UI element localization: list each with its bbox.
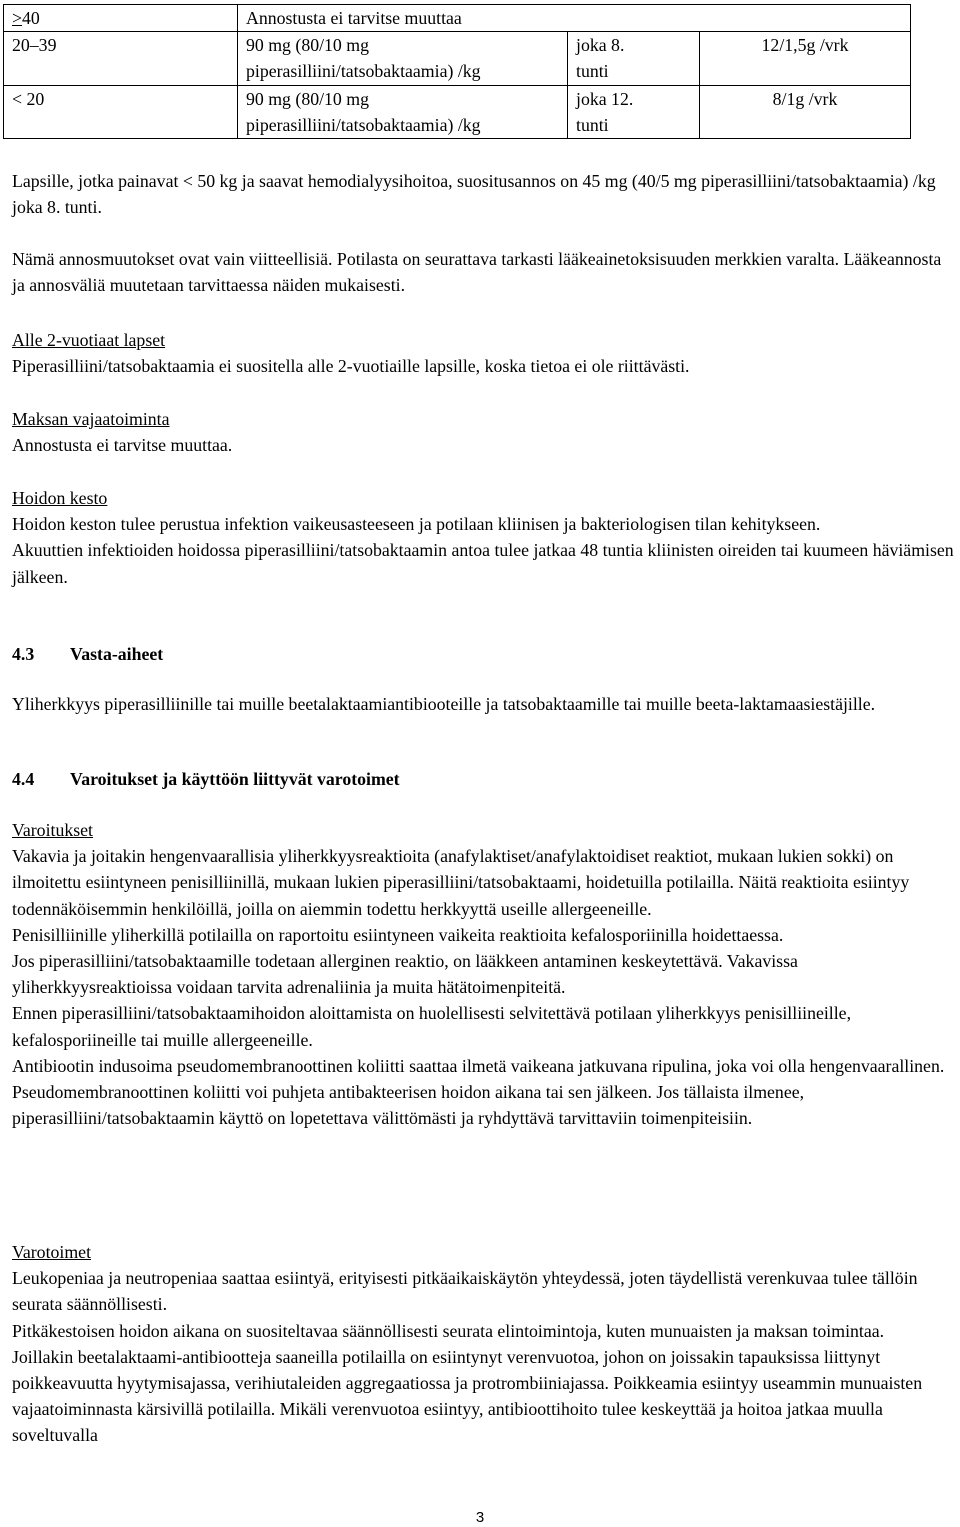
crcl-cell: >40 <box>4 5 238 32</box>
dose-cell: 90 mg (80/10 mg piperasilliini/tatsobaktaamia) /kg <box>238 85 568 138</box>
section-4-3-body: Yliherkkyys piperasilliinille tai muille beetalaktaamiantibiooteille ja tatsobaktaamille tai muille beeta-laktamaasiestäjille. <box>12 694 876 714</box>
section-title: Hoidon kesto <box>12 488 108 508</box>
dose-cell: Annostusta ei tarvitse muuttaa <box>238 5 911 32</box>
section-title: Maksan vajaatoiminta <box>12 409 170 429</box>
crcl-cell: < 20 <box>4 85 238 138</box>
table-row <box>4 85 911 138</box>
dose-cell: 90 mg (80/10 mg piperasilliini/tatsobaktaamia) /kg <box>238 32 568 85</box>
dosing-table <box>3 4 911 139</box>
table-row <box>4 5 911 32</box>
section-under-2: Alle 2-vuotiaat lapset Piperasilliini/tatsobaktaamia ei suositella alle 2-vuotiaille lapsille, koska tietoa ei ole riittävästi. <box>12 327 958 379</box>
section-liver: Maksan vajaatoiminta Annostusta ei tarvitse muuttaa. <box>12 406 958 458</box>
interval-cell: joka 8. tunti <box>568 32 700 85</box>
crcl-cell: 20–39 <box>4 32 238 85</box>
section-title: Varotoimet <box>12 1242 92 1262</box>
max-dose-cell: 8/1g /vrk <box>700 85 911 138</box>
section-heading: 4.4 Varoitukset ja käyttöön liittyvät varotoimet <box>12 769 400 789</box>
warnings-section: Varoitukset Vakavia ja joitakin hengenvaarallisia yliherkkyysreaktioita (anafylaktiset/anafylaktoidiset reaktiot, mukaan lukien sokki) on ilmoitettu esiintyneen penisilliinillä, mukaan lukien piperasilliini/tatsobaktaami, hoidetuilla potilailla. Näitä reaktioita esiintyy todennäköisemmin henkilöillä, joilla on aiemmin todettu herkkyyttä useille allergeeneille. Penisilliinille yliherkillä potilailla on raportoitu esiintyneen vaikeita reaktioita kefalosporiinilla hoidettaessa. Jos piperasilliini/tatsobaktaamille todetaan allerginen reaktio, on lääkkeen antaminen keskeytettävä. Vakavissa yliherkkyysreaktioissa voidaan tarvita adrenaliinia ja muita hätätoimenpiteitä. Ennen piperasilliini/tatsobaktaamihoidon aloittamista on huolellisesti selvitettävä potilaan yliherkkyys penisilliineille, kefalosporiineille tai muille allergeeneille. Antibiootin indusoima pseudomembranoottinen koliitti saattaa ilmetä vaikeana jatkuvana ripulina, joka voi olla hengenvaarallinen. Pseudomembranoottinen koliitti voi puhjeta antibakteerisen hoidon aikana tai sen jälkeen. Jos tällaista ilmenee, piperasilliini/tatsobaktaamin käyttö on lopetettava välittömästi ja ryhdyttävä tarvittaviin toimenpiteisiin. <box>12 817 958 1131</box>
section-title: Varoitukset <box>12 820 93 840</box>
section-4-3 <box>12 641 958 667</box>
interval-cell: joka 12. tunti <box>568 85 700 138</box>
hemodialysis-paragraph: Lapsille, jotka painavat < 50 kg ja saavat hemodialyysihoitoa, suositusannos on 45 mg (40/5 mg piperasilliini/tatsobaktaamia) /kg joka 8. tunti. <box>12 171 936 218</box>
page-number: 3 <box>475 1509 485 1526</box>
max-dose-cell: 12/1,5g /vrk <box>700 32 911 85</box>
guidance-paragraph: Nämä annosmuutokset ovat vain viitteellisiä. Potilasta on seurattava tarkasti lääkeainetoksisuuden merkkien varalta. Lääkeannosta ja annosväliä muutetaan tarvittaessa näiden mukaisesti. <box>12 249 942 296</box>
section-heading: 4.3 Vasta-aiheet <box>12 644 164 664</box>
table-row <box>4 32 911 85</box>
section-title: Alle 2-vuotiaat lapset <box>12 330 166 350</box>
precautions-section: Varotoimet Leukopeniaa ja neutropeniaa saattaa esiintyä, erityisesti pitkäaikaiskäytön yhteydessä, joten täydellistä verenkuvaa tulee tällöin seurata säännöllisesti. Pitkäkestoisen hoidon aikana on suositeltavaa säännöllisesti seurata elintoimintoja, kuten munuaisten ja maksan toimintaa. Joillakin beetalaktaami-antibiootteja saaneilla potilailla on esiintynyt verenvuotoa, johon on joissakin tapauksissa liittynyt poikkeavuutta hyytymisajassa, verihiutaleiden aggregaatiossa ja protrombiiniajassa. Poikkeamia esiintyy useammin munuaisten vajaatoiminnasta kärsivillä potilailla. Mikäli verenvuotoa esiintyy, antibioottihoito tulee keskeyttää ja hoitoa jatkaa muulla soveltuvalla <box>12 1239 958 1449</box>
section-duration: Hoidon kesto Hoidon keston tulee perustua infektion vaikeusasteeseen ja potilaan kliinisen ja bakteriologisen tilan kehitykseen. Akuuttien infektioiden hoidossa piperasilliini/tatsobaktaamin antoa tulee jatkaa 48 tuntia kliinisten oireiden tai kuumeen häviämisen jälkeen. <box>12 485 958 590</box>
section-4-4 <box>12 766 958 792</box>
